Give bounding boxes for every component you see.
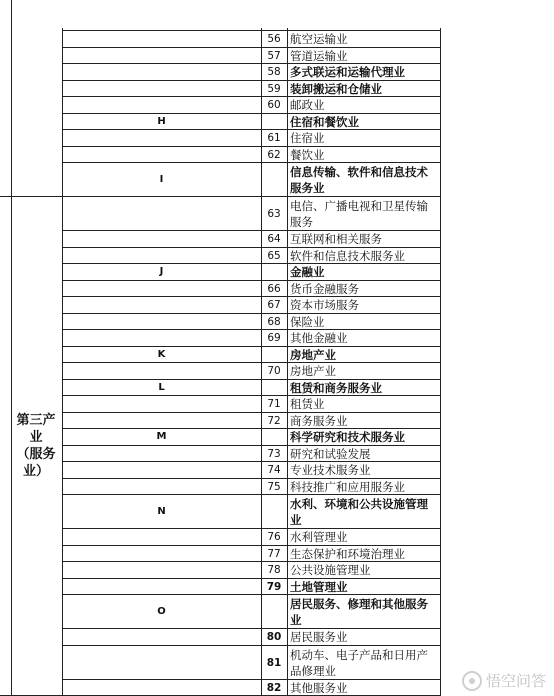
category-letter [62, 546, 261, 562]
industry-name: 金融业 [290, 265, 325, 279]
category-letter [62, 31, 261, 47]
category-letter: M [156, 431, 167, 442]
category-letter [62, 330, 261, 346]
industry-name: 电信、广播电视和卫星传输服务 [290, 198, 428, 229]
industry-code [261, 347, 287, 363]
industry-code [261, 264, 287, 280]
industry-code: 79 [266, 581, 282, 593]
industry-code: 69 [267, 332, 281, 344]
category-letter [62, 130, 261, 146]
industry-name: 邮政业 [290, 98, 325, 112]
industry-code: 67 [267, 299, 281, 311]
industry-code [261, 495, 287, 528]
grid-hline [0, 196, 63, 197]
industry-name: 居民服务业 [290, 630, 348, 644]
industry-name: 互联网和相关服务 [290, 232, 382, 246]
category-letter [62, 81, 261, 97]
industry-code: 64 [267, 233, 281, 245]
category-letter [62, 629, 261, 645]
industry-name: 资本市场服务 [290, 298, 359, 312]
industry-code [261, 380, 287, 396]
category-letter [62, 147, 261, 163]
sector-label-line: 业 [29, 430, 43, 445]
category-letter [62, 680, 261, 696]
industry-name: 商务服务业 [290, 414, 348, 428]
industry-name: 专业技术服务业 [290, 463, 371, 477]
industry-code: 82 [266, 682, 282, 694]
industry-code: 57 [267, 50, 281, 62]
wukong-logo-icon [462, 671, 482, 691]
industry-code: 72 [267, 415, 281, 427]
category-letter [62, 462, 261, 478]
industry-name: 其他金融业 [290, 331, 348, 345]
category-letter [62, 413, 261, 429]
category-letter [62, 297, 261, 313]
industry-name: 其他服务业 [290, 681, 348, 695]
category-letter: H [157, 116, 166, 127]
category-letter [62, 646, 261, 679]
industry-code: 73 [267, 448, 281, 460]
industry-name: 科学研究和技术服务业 [290, 430, 405, 444]
industry-code: 68 [267, 316, 281, 328]
category-letter [62, 479, 261, 495]
grid-vline [11, 0, 12, 695]
industry-name: 多式联运和运输代理业 [290, 65, 405, 79]
industry-name: 软件和信息技术服务业 [290, 249, 405, 263]
industry-code: 78 [267, 564, 281, 576]
industry-code: 76 [267, 531, 281, 543]
industry-name: 水利管理业 [290, 530, 348, 544]
industry-code: 81 [266, 656, 282, 669]
category-letter: J [159, 266, 164, 277]
industry-code: 58 [267, 66, 281, 78]
industry-name: 货币金融服务 [290, 282, 359, 296]
category-letter [62, 281, 261, 297]
industry-code [261, 429, 287, 445]
sector-label [11, 412, 61, 480]
industry-code: 65 [267, 250, 281, 262]
industry-name: 管道运输业 [290, 49, 348, 63]
industry-code: 61 [267, 132, 281, 144]
industry-name: 住宿业 [290, 131, 325, 145]
category-letter [62, 562, 261, 578]
industry-code: 62 [267, 149, 281, 161]
category-letter [62, 48, 261, 64]
category-letter [62, 396, 261, 412]
industry-code: 71 [267, 398, 281, 410]
category-letter [62, 64, 261, 80]
watermark [462, 670, 546, 691]
industry-name: 房地产业 [290, 364, 336, 378]
category-letter [62, 197, 261, 230]
category-letter: O [157, 605, 166, 617]
industry-name: 科技推广和应用服务业 [290, 480, 405, 494]
industry-code [261, 163, 287, 196]
industry-name: 保险业 [290, 315, 325, 329]
industry-name: 公共设施管理业 [290, 563, 371, 577]
industry-name: 租赁和商务服务业 [290, 381, 382, 395]
category-letter [62, 231, 261, 247]
category-letter: I [159, 173, 164, 185]
industry-name: 居民服务、修理和其他服务业 [290, 596, 428, 627]
industry-name: 土地管理业 [290, 580, 348, 594]
category-letter: N [157, 505, 166, 517]
industry-code [261, 595, 287, 628]
industry-name: 机动车、电子产品和日用产品修理业 [290, 647, 428, 678]
industry-code [261, 114, 287, 130]
sector-label-line: 业） [22, 464, 49, 479]
industry-name: 水利、环境和公共设施管理业 [290, 496, 428, 527]
industry-code: 60 [267, 99, 281, 111]
sector-label-line: 第三产 [16, 413, 56, 428]
industry-name: 生态保护和环境治理业 [290, 547, 405, 561]
category-letter [62, 314, 261, 330]
category-letter: L [158, 382, 165, 393]
industry-name: 租赁业 [290, 397, 325, 411]
industry-code: 80 [266, 631, 282, 643]
industry-name: 住宿和餐饮业 [290, 115, 359, 129]
industry-name: 装卸搬运和仓储业 [290, 82, 382, 96]
category-letter: K [157, 349, 166, 360]
category-letter [62, 363, 261, 379]
watermark-text: 悟空问答 [485, 672, 546, 690]
category-letter [62, 248, 261, 264]
industry-code: 74 [267, 464, 281, 476]
industry-name: 房地产业 [290, 348, 336, 362]
category-letter [62, 446, 261, 462]
industry-code: 63 [267, 207, 281, 220]
industry-code: 56 [267, 33, 281, 45]
category-letter [62, 97, 261, 113]
industry-code: 70 [267, 365, 281, 377]
sector-label-line: （服务 [16, 447, 56, 462]
category-letter [62, 529, 261, 545]
industry-code: 75 [267, 481, 281, 493]
industry-code: 66 [267, 283, 281, 295]
industry-name: 研究和试验发展 [290, 447, 371, 461]
industry-code: 77 [267, 548, 281, 560]
category-letter [62, 579, 261, 595]
industry-name: 餐饮业 [290, 148, 325, 162]
industry-name: 航空运输业 [290, 32, 348, 46]
industry-name: 信息传输、软件和信息技术服务业 [290, 164, 428, 195]
industry-code: 59 [267, 83, 281, 95]
